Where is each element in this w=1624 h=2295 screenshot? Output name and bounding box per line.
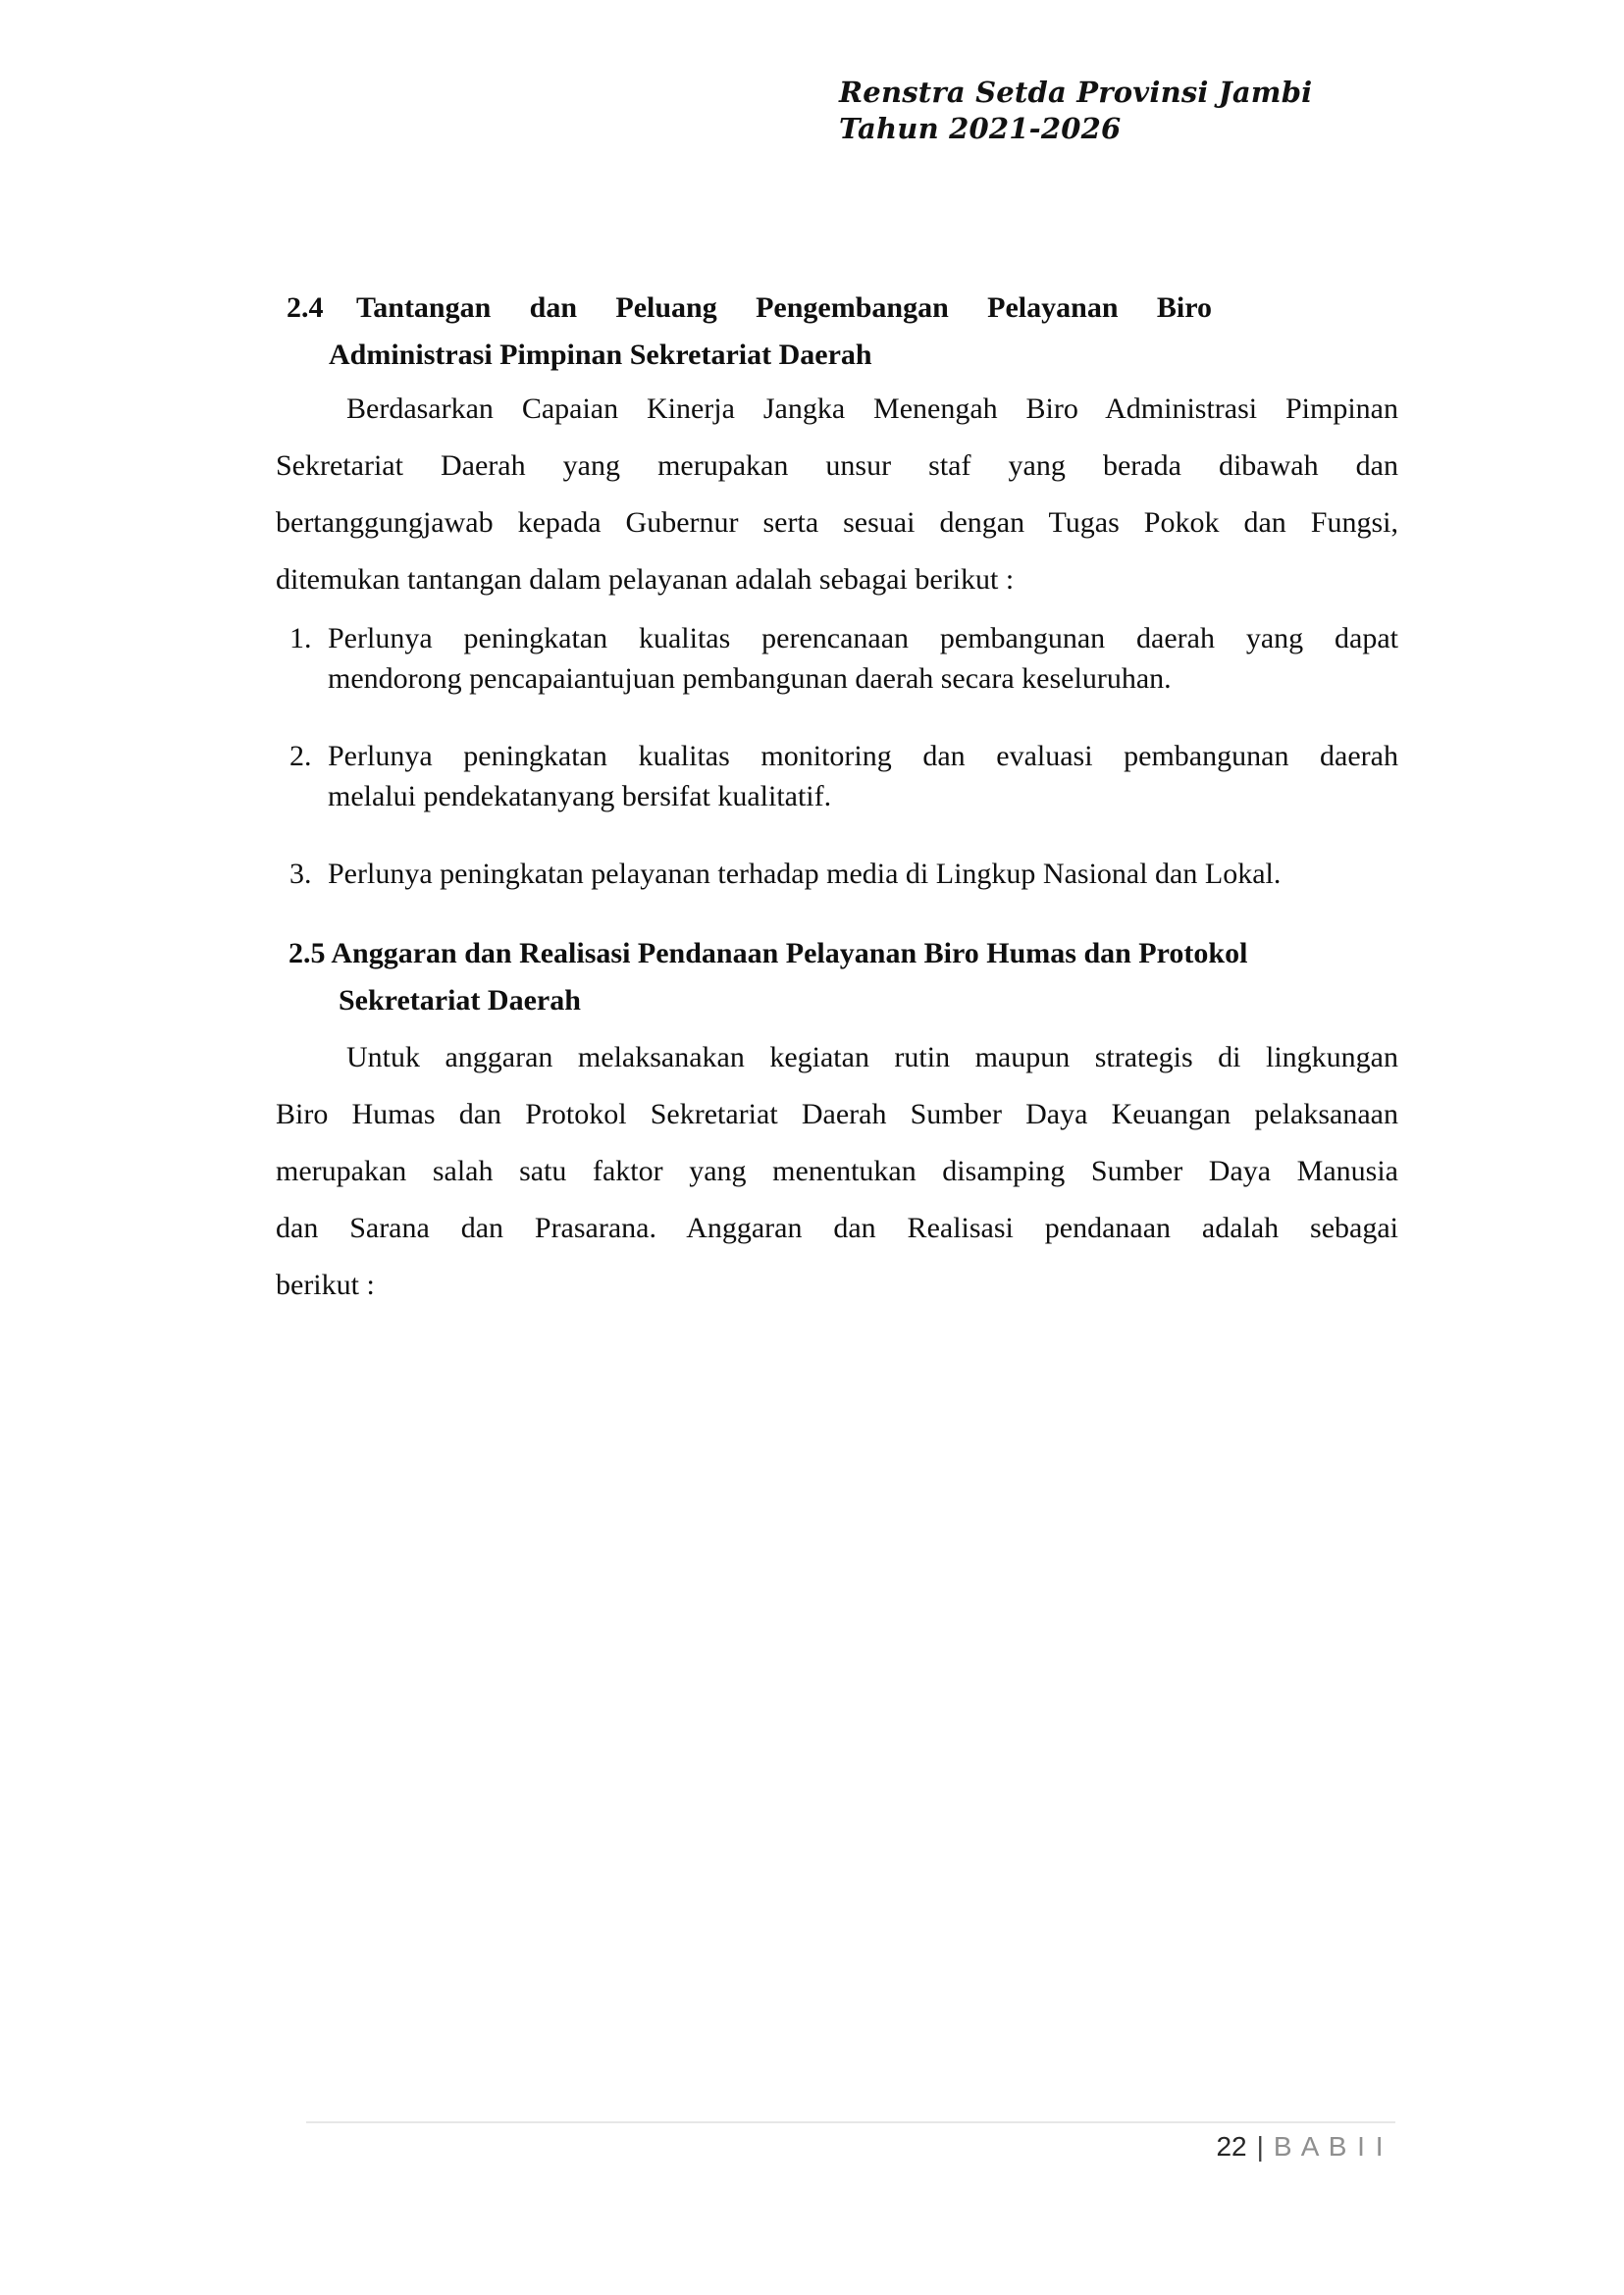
- section-2-4-title-line1: Tantangan dan Peluang Pengembangan Pelayanan Biro: [356, 291, 1212, 324]
- list-item: [276, 618, 1398, 699]
- chapter-label: B A B I I: [1273, 2131, 1385, 2162]
- section-2-4-heading: [276, 285, 1398, 379]
- paragraph-2: [276, 1029, 1398, 1314]
- running-header: [839, 75, 1312, 147]
- section-2-5-title-line1: [288, 930, 1398, 977]
- list-item-number: 1.: [289, 622, 312, 654]
- list-item: [276, 736, 1398, 816]
- list-item-line: Perlunya peningkatan pelayanan terhadap media di Lingkup Nasional dan Lokal.: [328, 858, 1282, 890]
- list-item-line: melalui pendekatanyang bersifat kualitatif.: [328, 780, 832, 812]
- challenges-list: [276, 618, 1398, 931]
- list-item-number: 3.: [289, 858, 312, 890]
- footer-divider: [306, 2121, 1395, 2123]
- list-item-line: mendorong pencapaiantujuan pembangunan daerah secara keseluruhan.: [328, 662, 1172, 695]
- paragraph-line: dan Sarana dan Prasarana. Anggaran dan Realisasi pendanaan adalah sebagai: [276, 1212, 1398, 1244]
- paragraph-line: ditemukan tantangan dalam pelayanan adalah sebagai berikut :: [276, 563, 1015, 596]
- list-item-text: [328, 618, 1398, 699]
- section-2-5-number: 2.5: [288, 937, 326, 969]
- section-2-4-title-line2: Administrasi Pimpinan Sekretariat Daerah: [329, 339, 872, 371]
- paragraph-line: Untuk anggaran melaksanakan kegiatan rutin maupun strategis di lingkungan: [346, 1041, 1398, 1073]
- running-header-subtitle: Tahun 2021-2026: [839, 112, 1122, 145]
- page-footer: [276, 2131, 1385, 2163]
- section-2-5-title-text: Anggaran dan Realisasi Pendanaan Pelayanan Biro Humas dan Protokol: [331, 937, 1248, 969]
- paragraph-line: Biro Humas dan Protokol Sekretariat Daerah Sumber Daya Keuangan pelaksanaan: [276, 1098, 1398, 1130]
- section-2-4-number: 2.4: [287, 291, 324, 324]
- paragraph-line: Sekretariat Daerah yang merupakan unsur staf yang berada dibawah dan: [276, 449, 1398, 482]
- list-item-line: Perlunya peningkatan kualitas perencanaan pembangunan daerah yang dapat: [328, 622, 1398, 654]
- paragraph-line: merupakan salah satu faktor yang menentukan disamping Sumber Daya Manusia: [276, 1155, 1398, 1187]
- list-item-line: Perlunya peningkatan kualitas monitoring dan evaluasi pembangunan daerah: [328, 740, 1398, 772]
- section-2-5-heading: [276, 930, 1398, 1024]
- page-number: 22: [1216, 2131, 1247, 2162]
- paragraph-1: [276, 381, 1398, 608]
- running-header-title: Renstra Setda Provinsi Jambi: [839, 76, 1313, 109]
- list-item-number: 2.: [289, 740, 312, 772]
- paragraph-line: bertanggungjawab kepada Gubernur serta sesuai dengan Tugas Pokok dan Fungsi,: [276, 506, 1398, 539]
- paragraph-line: Berdasarkan Capaian Kinerja Jangka Menengah Biro Administrasi Pimpinan: [346, 392, 1398, 425]
- footer-separator: |: [1256, 2131, 1264, 2162]
- section-2-5-title-line2: Sekretariat Daerah: [339, 984, 581, 1017]
- list-item-text: [328, 736, 1398, 816]
- list-item: [276, 854, 1398, 894]
- paragraph-line: berikut :: [276, 1269, 375, 1301]
- list-item-text: [328, 854, 1398, 894]
